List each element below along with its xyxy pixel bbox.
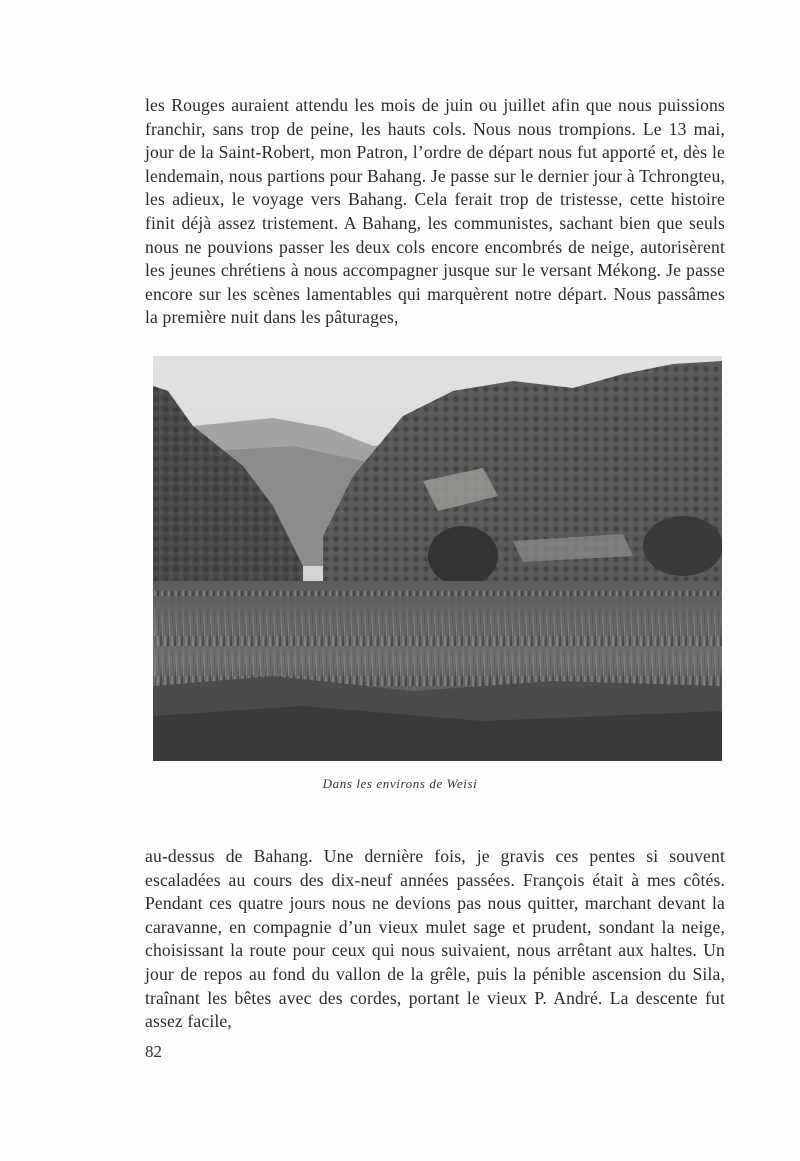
valley-photograph bbox=[153, 356, 722, 761]
body-paragraph-top: les Rouges auraient attendu les mois de juin ou juillet afin que nous puissions franchir, sans trop de peine, les hauts cols. Nous nous trompions. Le 13 mai, jour de la Saint-Robert, mon Patron, l’ordre de départ nous fut apporté et, dès le lendemain, nous partions pour Bahang. Je passe sur le dernier jour à Tchrongteu, les adieux, le voyage vers Bahang. Cela ferait trop de tristesse, cette histoire finit déjà assez tristement. A Bahang, les communistes, sachant bien que seuls nous ne pouvions passer les deux cols encore encombrés de neige, autorisèrent les jeunes chrétiens à nous accompagner jusque sur le versant Mékong. Je passe encore sur les scènes lamentables qui marquèrent notre départ. Nous passâmes la première nuit dans les pâturages, bbox=[145, 95, 725, 328]
page-number: 82 bbox=[145, 1042, 162, 1061]
body-paragraph-bottom: au-dessus de Bahang. Une dernière fois, je gravis ces pentes si souvent escaladées au cours des dix-neuf années passées. François était à mes côtés. Pendant ces quatre jours nous ne devions pas nous quitter, marchant devant la caravanne, en compagnie d’un vieux mulet sage et prudent, sondant la neige, choisissant la route pour ceux qui nous suivaient, nous arrêtant aux haltes. Un jour de repos au fond du vallon de la grêle, puis la pénible ascension du Sila, traînant les bêtes avec des cordes, portant le vieux P. André. La descente fut assez facile, bbox=[145, 846, 725, 1032]
photo-caption: Dans les environs de Weisi bbox=[322, 776, 478, 791]
